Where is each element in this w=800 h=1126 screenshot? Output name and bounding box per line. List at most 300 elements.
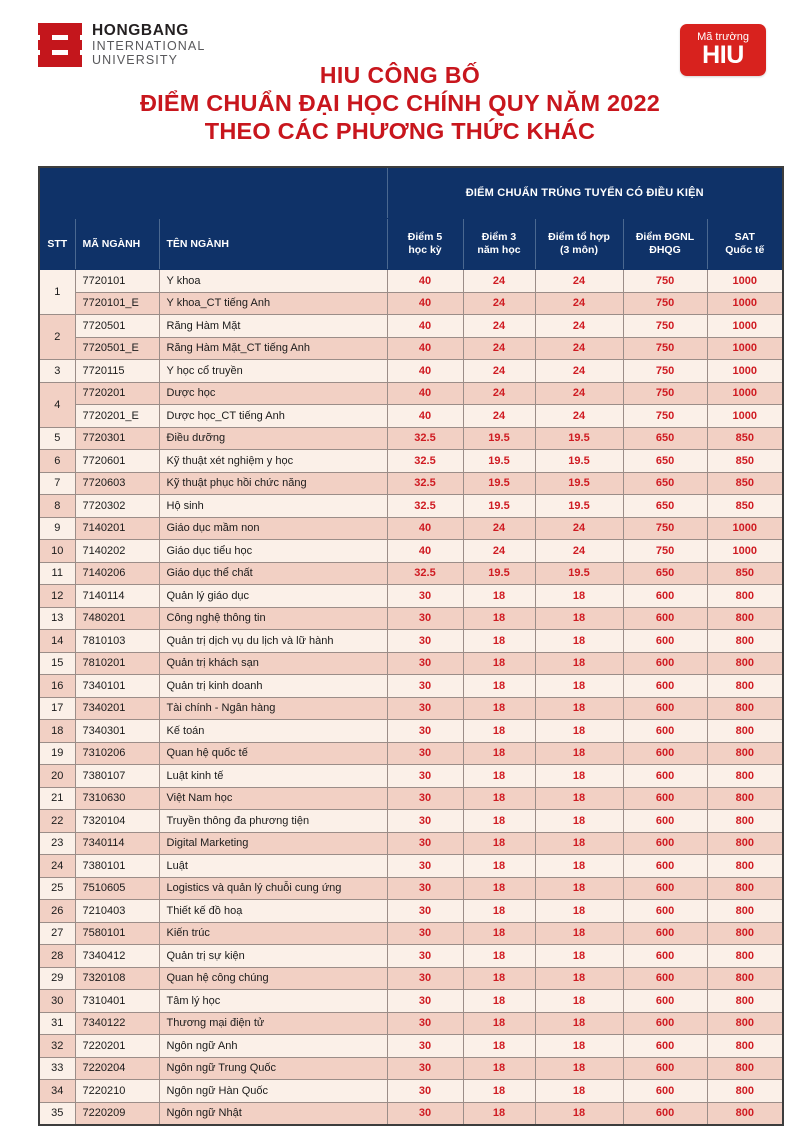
- cell-diem-5-hoc-ky: 40: [387, 540, 463, 563]
- cell-sat-quoc-te: 1000: [707, 405, 783, 428]
- cell-diem-3-nam-hoc: 18: [463, 1057, 535, 1080]
- cell-diem-dgnl-dhqg: 600: [623, 832, 707, 855]
- cell-ma-nganh: 7810103: [75, 630, 159, 653]
- cell-stt: 31: [39, 1012, 75, 1035]
- cell-stt: 6: [39, 450, 75, 473]
- cell-diem-5-hoc-ky: 32.5: [387, 562, 463, 585]
- cell-diem-5-hoc-ky: 32.5: [387, 472, 463, 495]
- page-title-line-2: ĐIỂM CHUẨN ĐẠI HỌC CHÍNH QUY NĂM 2022: [139, 90, 661, 116]
- cell-diem-5-hoc-ky: 30: [387, 922, 463, 945]
- cell-ten-nganh: Giáo dục thể chất: [159, 562, 387, 585]
- cell-stt: 13: [39, 607, 75, 630]
- cell-ma-nganh: 7140114: [75, 585, 159, 608]
- cell-diem-to-hop: 19.5: [535, 562, 623, 585]
- cell-diem-3-nam-hoc: 18: [463, 765, 535, 788]
- cell-diem-to-hop: 24: [535, 270, 623, 293]
- cell-sat-quoc-te: 800: [707, 1012, 783, 1035]
- cell-diem-3-nam-hoc: 24: [463, 382, 535, 405]
- cell-diem-3-nam-hoc: 18: [463, 787, 535, 810]
- cell-diem-to-hop: 18: [535, 720, 623, 743]
- cell-ma-nganh: 7310401: [75, 990, 159, 1013]
- cell-diem-3-nam-hoc: 18: [463, 742, 535, 765]
- cell-sat-quoc-te: 800: [707, 630, 783, 653]
- col-header-sat-quoc-te: [707, 219, 783, 270]
- cell-ma-nganh: 7220204: [75, 1057, 159, 1080]
- cell-ten-nganh: Dược học: [159, 382, 387, 405]
- admission-scores-table: [38, 166, 784, 1126]
- table-row: [39, 720, 783, 743]
- cell-diem-to-hop: 18: [535, 990, 623, 1013]
- cell-ten-nganh: Điều dưỡng: [159, 427, 387, 450]
- cell-diem-to-hop: 18: [535, 945, 623, 968]
- cell-diem-dgnl-dhqg: 750: [623, 337, 707, 360]
- cell-diem-5-hoc-ky: 40: [387, 270, 463, 293]
- cell-sat-quoc-te: 800: [707, 787, 783, 810]
- table-row: [39, 382, 783, 405]
- cell-stt: 5: [39, 427, 75, 450]
- cell-ma-nganh: 7340301: [75, 720, 159, 743]
- cell-diem-to-hop: 18: [535, 1102, 623, 1125]
- cell-diem-to-hop: 18: [535, 787, 623, 810]
- cell-sat-quoc-te: 1000: [707, 315, 783, 338]
- cell-diem-5-hoc-ky: 30: [387, 1057, 463, 1080]
- cell-diem-3-nam-hoc: 18: [463, 877, 535, 900]
- table-row: [39, 585, 783, 608]
- cell-diem-dgnl-dhqg: 650: [623, 472, 707, 495]
- table-row: [39, 292, 783, 315]
- cell-diem-to-hop: 19.5: [535, 495, 623, 518]
- cell-ten-nganh: Luật: [159, 855, 387, 878]
- cell-diem-dgnl-dhqg: 600: [623, 855, 707, 878]
- cell-diem-to-hop: 24: [535, 337, 623, 360]
- cell-stt: 3: [39, 360, 75, 383]
- cell-diem-to-hop: 18: [535, 675, 623, 698]
- cell-diem-dgnl-dhqg: 750: [623, 382, 707, 405]
- cell-diem-dgnl-dhqg: 750: [623, 270, 707, 293]
- table-row: [39, 675, 783, 698]
- cell-ma-nganh: 7220210: [75, 1080, 159, 1103]
- col-header-ten-nganh: TÊN NGÀNH: [159, 219, 387, 270]
- cell-diem-3-nam-hoc: 19.5: [463, 427, 535, 450]
- cell-sat-quoc-te: 800: [707, 967, 783, 990]
- cell-stt: 14: [39, 630, 75, 653]
- col-header-diem-to-hop: [535, 219, 623, 270]
- cell-stt: 17: [39, 697, 75, 720]
- head-spacer-cell: [39, 167, 387, 219]
- cell-diem-3-nam-hoc: 24: [463, 315, 535, 338]
- table-row: [39, 787, 783, 810]
- cell-diem-to-hop: 24: [535, 292, 623, 315]
- cell-sat-quoc-te: 800: [707, 1057, 783, 1080]
- head-group-title: ĐIỂM CHUẨN TRÚNG TUYỂN CÓ ĐIỀU KIỆN: [387, 167, 783, 219]
- table-row: [39, 270, 783, 293]
- cell-ma-nganh: 7140201: [75, 517, 159, 540]
- cell-stt: 23: [39, 832, 75, 855]
- cell-diem-to-hop: 24: [535, 517, 623, 540]
- cell-diem-3-nam-hoc: 19.5: [463, 450, 535, 473]
- cell-diem-3-nam-hoc: 18: [463, 810, 535, 833]
- cell-diem-5-hoc-ky: 30: [387, 877, 463, 900]
- cell-stt: 27: [39, 922, 75, 945]
- col-header-diem-dgnl-dhqg: [623, 219, 707, 270]
- cell-diem-3-nam-hoc: 18: [463, 585, 535, 608]
- cell-diem-5-hoc-ky: 40: [387, 382, 463, 405]
- cell-ma-nganh: 7340201: [75, 697, 159, 720]
- cell-diem-3-nam-hoc: 24: [463, 292, 535, 315]
- cell-ten-nganh: Y khoa_CT tiếng Anh: [159, 292, 387, 315]
- cell-diem-dgnl-dhqg: 600: [623, 1035, 707, 1058]
- cell-diem-5-hoc-ky: 30: [387, 720, 463, 743]
- cell-ma-nganh: 7580101: [75, 922, 159, 945]
- cell-diem-5-hoc-ky: 30: [387, 765, 463, 788]
- cell-stt: 11: [39, 562, 75, 585]
- cell-diem-3-nam-hoc: 18: [463, 697, 535, 720]
- cell-diem-5-hoc-ky: 30: [387, 1102, 463, 1125]
- cell-ma-nganh: 7380107: [75, 765, 159, 788]
- table-row: [39, 832, 783, 855]
- cell-diem-5-hoc-ky: 30: [387, 787, 463, 810]
- cell-stt: 18: [39, 720, 75, 743]
- cell-ten-nganh: Hộ sinh: [159, 495, 387, 518]
- cell-sat-quoc-te: 1000: [707, 540, 783, 563]
- cell-sat-quoc-te: 850: [707, 495, 783, 518]
- cell-diem-to-hop: 24: [535, 315, 623, 338]
- cell-diem-to-hop: 24: [535, 382, 623, 405]
- cell-ten-nganh: Quản trị kinh doanh: [159, 675, 387, 698]
- cell-diem-3-nam-hoc: 18: [463, 900, 535, 923]
- cell-diem-to-hop: 18: [535, 922, 623, 945]
- table-row: [39, 607, 783, 630]
- cell-diem-3-nam-hoc: 19.5: [463, 472, 535, 495]
- col-header-diem-3-nam-hoc: [463, 219, 535, 270]
- cell-sat-quoc-te: 800: [707, 585, 783, 608]
- cell-diem-3-nam-hoc: 18: [463, 720, 535, 743]
- cell-sat-quoc-te: 800: [707, 945, 783, 968]
- table-row: [39, 337, 783, 360]
- cell-ma-nganh: 7720501: [75, 315, 159, 338]
- cell-diem-5-hoc-ky: 40: [387, 337, 463, 360]
- col-header-diem-to-hop-line1: Điểm tổ hợp: [548, 231, 610, 243]
- cell-ma-nganh: 7140202: [75, 540, 159, 563]
- cell-diem-3-nam-hoc: 18: [463, 855, 535, 878]
- cell-ten-nganh: Digital Marketing: [159, 832, 387, 855]
- cell-ten-nganh: Ngôn ngữ Trung Quốc: [159, 1057, 387, 1080]
- cell-diem-to-hop: 18: [535, 967, 623, 990]
- cell-diem-dgnl-dhqg: 600: [623, 1057, 707, 1080]
- cell-diem-3-nam-hoc: 19.5: [463, 562, 535, 585]
- cell-ten-nganh: Quản trị khách sạn: [159, 652, 387, 675]
- cell-diem-dgnl-dhqg: 600: [623, 742, 707, 765]
- cell-diem-to-hop: 18: [535, 1080, 623, 1103]
- cell-ma-nganh: 7720301: [75, 427, 159, 450]
- cell-ma-nganh: 7720201_E: [75, 405, 159, 428]
- cell-sat-quoc-te: 1000: [707, 270, 783, 293]
- cell-diem-3-nam-hoc: 18: [463, 1035, 535, 1058]
- cell-diem-3-nam-hoc: 18: [463, 1012, 535, 1035]
- cell-sat-quoc-te: 850: [707, 562, 783, 585]
- cell-diem-5-hoc-ky: 32.5: [387, 450, 463, 473]
- table-head-row-columns: [39, 219, 783, 270]
- cell-stt: 32: [39, 1035, 75, 1058]
- cell-ma-nganh: 7210403: [75, 900, 159, 923]
- cell-diem-to-hop: 24: [535, 360, 623, 383]
- cell-ten-nganh: Giáo dục mầm non: [159, 517, 387, 540]
- cell-diem-to-hop: 19.5: [535, 472, 623, 495]
- cell-ten-nganh: Kế toán: [159, 720, 387, 743]
- cell-diem-dgnl-dhqg: 600: [623, 900, 707, 923]
- col-header-diem-5-hoc-ky: [387, 219, 463, 270]
- cell-ten-nganh: Quản trị sự kiện: [159, 945, 387, 968]
- cell-stt: 4: [39, 382, 75, 427]
- cell-diem-to-hop: 18: [535, 765, 623, 788]
- table-row: [39, 315, 783, 338]
- cell-diem-5-hoc-ky: 30: [387, 1080, 463, 1103]
- cell-diem-5-hoc-ky: 30: [387, 652, 463, 675]
- cell-diem-to-hop: 18: [535, 900, 623, 923]
- cell-ten-nganh: Công nghệ thông tin: [159, 607, 387, 630]
- school-code-label: Mã trường: [697, 31, 749, 43]
- cell-diem-to-hop: 18: [535, 585, 623, 608]
- school-code-value: HIU: [702, 41, 744, 69]
- cell-ma-nganh: 7720302: [75, 495, 159, 518]
- table-row: [39, 450, 783, 473]
- cell-stt: 29: [39, 967, 75, 990]
- col-header-sat-quoc-te-line2: Quốc tế: [725, 244, 765, 256]
- col-header-diem-3-nam-hoc-line1: Điểm 3: [481, 231, 517, 243]
- cell-sat-quoc-te: 1000: [707, 337, 783, 360]
- page-title-line-1: HIU CÔNG BỐ: [319, 62, 481, 88]
- logo-line-2: INTERNATIONAL: [92, 39, 206, 54]
- col-header-diem-dgnl-dhqg-line2: ĐHQG: [649, 244, 681, 256]
- cell-diem-to-hop: 24: [535, 405, 623, 428]
- cell-diem-dgnl-dhqg: 600: [623, 675, 707, 698]
- cell-ten-nganh: Dược học_CT tiếng Anh: [159, 405, 387, 428]
- cell-ten-nganh: Giáo dục tiểu học: [159, 540, 387, 563]
- cell-diem-dgnl-dhqg: 600: [623, 990, 707, 1013]
- cell-ma-nganh: 7340412: [75, 945, 159, 968]
- cell-sat-quoc-te: 800: [707, 877, 783, 900]
- table-row: [39, 652, 783, 675]
- page-header: [0, 0, 800, 152]
- logo-line-1: HONGBANG: [92, 22, 189, 39]
- cell-stt: 22: [39, 810, 75, 833]
- table-row: [39, 1035, 783, 1058]
- cell-diem-3-nam-hoc: 18: [463, 967, 535, 990]
- cell-sat-quoc-te: 850: [707, 427, 783, 450]
- cell-sat-quoc-te: 800: [707, 922, 783, 945]
- cell-ma-nganh: 7720601: [75, 450, 159, 473]
- cell-ten-nganh: Truyền thông đa phương tiện: [159, 810, 387, 833]
- cell-diem-5-hoc-ky: 40: [387, 292, 463, 315]
- cell-diem-dgnl-dhqg: 650: [623, 562, 707, 585]
- cell-diem-5-hoc-ky: 30: [387, 855, 463, 878]
- cell-sat-quoc-te: 800: [707, 697, 783, 720]
- cell-stt: 25: [39, 877, 75, 900]
- table-row: [39, 877, 783, 900]
- table-row: [39, 427, 783, 450]
- cell-diem-3-nam-hoc: 24: [463, 405, 535, 428]
- cell-ten-nganh: Thiết kế đồ hoạ: [159, 900, 387, 923]
- table-row: [39, 742, 783, 765]
- cell-ten-nganh: Ngôn ngữ Hàn Quốc: [159, 1080, 387, 1103]
- col-header-diem-to-hop-line2: (3 môn): [560, 244, 598, 256]
- cell-stt: 1: [39, 270, 75, 315]
- cell-diem-3-nam-hoc: 18: [463, 945, 535, 968]
- cell-diem-5-hoc-ky: 30: [387, 630, 463, 653]
- cell-diem-5-hoc-ky: 30: [387, 742, 463, 765]
- cell-diem-3-nam-hoc: 24: [463, 360, 535, 383]
- cell-diem-5-hoc-ky: 30: [387, 585, 463, 608]
- cell-ma-nganh: 7720603: [75, 472, 159, 495]
- cell-stt: 21: [39, 787, 75, 810]
- cell-sat-quoc-te: 800: [707, 810, 783, 833]
- cell-diem-5-hoc-ky: 40: [387, 405, 463, 428]
- cell-diem-5-hoc-ky: 30: [387, 810, 463, 833]
- cell-diem-3-nam-hoc: 24: [463, 270, 535, 293]
- hongbang-h-mark-icon: [38, 23, 82, 67]
- table-row: [39, 855, 783, 878]
- cell-diem-to-hop: 19.5: [535, 427, 623, 450]
- cell-diem-5-hoc-ky: 30: [387, 990, 463, 1013]
- cell-ma-nganh: 7340114: [75, 832, 159, 855]
- cell-sat-quoc-te: 1000: [707, 292, 783, 315]
- table-row: [39, 922, 783, 945]
- cell-ma-nganh: 7380101: [75, 855, 159, 878]
- cell-diem-dgnl-dhqg: 600: [623, 967, 707, 990]
- cell-ten-nganh: Tài chính - Ngân hàng: [159, 697, 387, 720]
- cell-stt: 12: [39, 585, 75, 608]
- cell-ten-nganh: Kỹ thuật xét nghiệm y học: [159, 450, 387, 473]
- table-row: [39, 472, 783, 495]
- cell-diem-dgnl-dhqg: 750: [623, 360, 707, 383]
- cell-ten-nganh: Răng Hàm Mặt: [159, 315, 387, 338]
- cell-diem-5-hoc-ky: 30: [387, 697, 463, 720]
- logo-wordmark: [92, 22, 205, 67]
- cell-diem-5-hoc-ky: 30: [387, 832, 463, 855]
- university-logo: [38, 22, 205, 67]
- cell-ten-nganh: Việt Nam học: [159, 787, 387, 810]
- cell-diem-dgnl-dhqg: 600: [623, 630, 707, 653]
- cell-sat-quoc-te: 800: [707, 900, 783, 923]
- cell-ma-nganh: 7340122: [75, 1012, 159, 1035]
- table-head-row-group: [39, 167, 783, 219]
- cell-stt: 8: [39, 495, 75, 518]
- cell-diem-to-hop: 18: [535, 607, 623, 630]
- cell-diem-dgnl-dhqg: 750: [623, 540, 707, 563]
- cell-stt: 16: [39, 675, 75, 698]
- cell-sat-quoc-te: 1000: [707, 517, 783, 540]
- table-row: [39, 697, 783, 720]
- cell-sat-quoc-te: 800: [707, 720, 783, 743]
- cell-ma-nganh: 7140206: [75, 562, 159, 585]
- cell-diem-to-hop: 18: [535, 1012, 623, 1035]
- cell-ma-nganh: 7320108: [75, 967, 159, 990]
- page-title: [0, 62, 800, 145]
- table-row: [39, 360, 783, 383]
- cell-sat-quoc-te: 800: [707, 855, 783, 878]
- cell-ten-nganh: Quản trị dịch vụ du lịch và lữ hành: [159, 630, 387, 653]
- cell-diem-dgnl-dhqg: 600: [623, 697, 707, 720]
- cell-stt: 26: [39, 900, 75, 923]
- cell-diem-dgnl-dhqg: 600: [623, 652, 707, 675]
- cell-ten-nganh: Quản lý giáo dục: [159, 585, 387, 608]
- cell-diem-dgnl-dhqg: 650: [623, 495, 707, 518]
- cell-sat-quoc-te: 800: [707, 742, 783, 765]
- cell-sat-quoc-te: 1000: [707, 382, 783, 405]
- col-header-sat-quoc-te-line1: SAT: [734, 231, 755, 243]
- cell-diem-to-hop: 18: [535, 697, 623, 720]
- cell-diem-dgnl-dhqg: 600: [623, 810, 707, 833]
- cell-diem-dgnl-dhqg: 600: [623, 607, 707, 630]
- cell-ma-nganh: 7310206: [75, 742, 159, 765]
- cell-diem-to-hop: 18: [535, 810, 623, 833]
- cell-stt: 7: [39, 472, 75, 495]
- table-row: [39, 900, 783, 923]
- cell-sat-quoc-te: 850: [707, 472, 783, 495]
- cell-sat-quoc-te: 800: [707, 990, 783, 1013]
- table-row: [39, 562, 783, 585]
- cell-sat-quoc-te: 800: [707, 765, 783, 788]
- cell-diem-3-nam-hoc: 18: [463, 922, 535, 945]
- cell-diem-5-hoc-ky: 40: [387, 315, 463, 338]
- table-row: [39, 765, 783, 788]
- col-header-diem-5-hoc-ky-line2: học kỳ: [408, 244, 442, 256]
- cell-sat-quoc-te: 800: [707, 652, 783, 675]
- cell-diem-5-hoc-ky: 30: [387, 607, 463, 630]
- cell-diem-5-hoc-ky: 30: [387, 945, 463, 968]
- cell-ma-nganh: 7310630: [75, 787, 159, 810]
- cell-sat-quoc-te: 850: [707, 450, 783, 473]
- col-header-diem-5-hoc-ky-line1: Điểm 5: [407, 231, 443, 243]
- cell-stt: 24: [39, 855, 75, 878]
- cell-diem-5-hoc-ky: 30: [387, 1035, 463, 1058]
- cell-diem-to-hop: 24: [535, 540, 623, 563]
- cell-ten-nganh: Quan hệ công chúng: [159, 967, 387, 990]
- cell-diem-3-nam-hoc: 24: [463, 337, 535, 360]
- table-body: [39, 270, 783, 1126]
- cell-diem-dgnl-dhqg: 600: [623, 1080, 707, 1103]
- cell-stt: 33: [39, 1057, 75, 1080]
- cell-diem-dgnl-dhqg: 600: [623, 945, 707, 968]
- cell-diem-to-hop: 18: [535, 630, 623, 653]
- cell-diem-3-nam-hoc: 18: [463, 630, 535, 653]
- cell-ten-nganh: Y khoa: [159, 270, 387, 293]
- cell-sat-quoc-te: 800: [707, 1080, 783, 1103]
- cell-ten-nganh: Y học cổ truyền: [159, 360, 387, 383]
- cell-diem-dgnl-dhqg: 600: [623, 1012, 707, 1035]
- cell-diem-5-hoc-ky: 30: [387, 1012, 463, 1035]
- cell-diem-dgnl-dhqg: 650: [623, 427, 707, 450]
- cell-ma-nganh: 7720101: [75, 270, 159, 293]
- cell-ma-nganh: 7220209: [75, 1102, 159, 1125]
- cell-diem-to-hop: 18: [535, 742, 623, 765]
- cell-diem-to-hop: 18: [535, 1057, 623, 1080]
- table-head: [39, 167, 783, 270]
- table-row: [39, 405, 783, 428]
- table-row: [39, 517, 783, 540]
- cell-ma-nganh: 7720201: [75, 382, 159, 405]
- cell-diem-3-nam-hoc: 19.5: [463, 495, 535, 518]
- cell-diem-5-hoc-ky: 30: [387, 967, 463, 990]
- cell-diem-to-hop: 18: [535, 832, 623, 855]
- cell-diem-3-nam-hoc: 24: [463, 540, 535, 563]
- cell-diem-dgnl-dhqg: 600: [623, 720, 707, 743]
- cell-ten-nganh: Luật kinh tế: [159, 765, 387, 788]
- cell-ten-nganh: Thương mại điện tử: [159, 1012, 387, 1035]
- logo-line-3: UNIVERSITY: [92, 53, 179, 68]
- cell-diem-3-nam-hoc: 18: [463, 832, 535, 855]
- cell-ten-nganh: Quan hệ quốc tế: [159, 742, 387, 765]
